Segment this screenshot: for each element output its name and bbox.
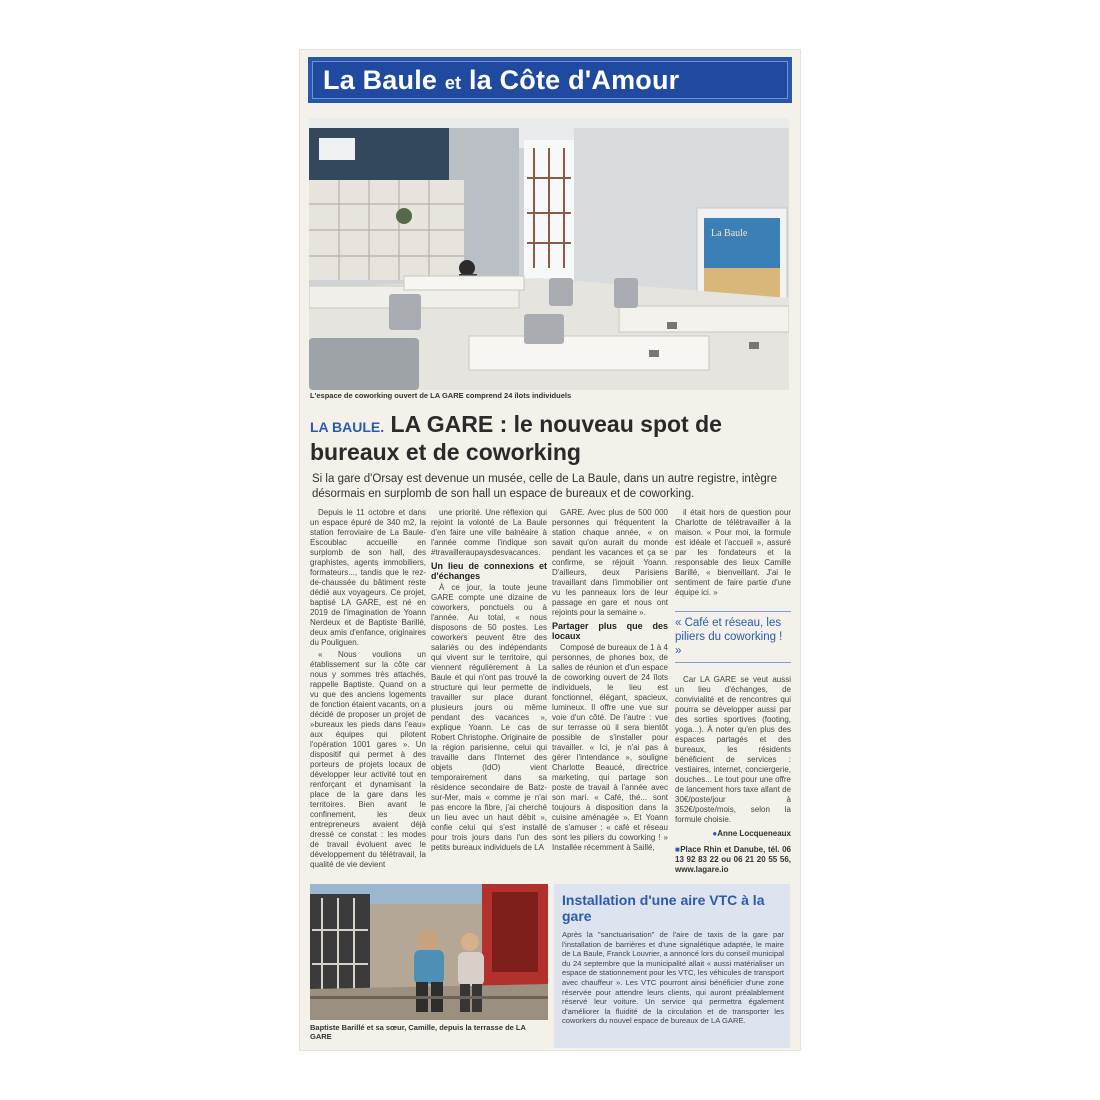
- article-paragraph: GARE. Avec plus de 500 000 personnes qui fréquentent la station chaque année, « on savait qu'on aurait du monde pendant les vacances et ça se confirme, se réjouit Yoann. D'ailleurs, deux Parisiens travaillant dans l'immobilier ont vu les panneaux lors de leur passage en gare et nous ont rejoints pour la semaine ».: [552, 508, 668, 617]
- article-paragraph: il était hors de question pour Charlotte de télétravailler à la maison. « Pour moi, la formule est idéale et l'accueil », assuré par les fondateurs et la responsable des lieux Camille Barillé, « bienveillant. J'ai le sentiment de faire partie d'une équipe ici. »: [675, 508, 791, 597]
- headline-title: LA GARE : le nouveau spot de bureaux et de coworking: [310, 411, 722, 465]
- article-column-3: [552, 508, 668, 878]
- section-banner: [308, 57, 792, 103]
- byline: ●Anne Locqueneaux: [712, 829, 791, 838]
- article-paragraph: Composé de bureaux de 1 à 4 personnes, de phones box, de salles de réunion et d'un espace de coworking ouvert de 24 îlots individuels, le lieu est fonctionnel, élégant, spacieux, lumineux. Il offre une vue sur voie d'un côté. De l'autre : vue sur terrasse où il sera bientôt possible de s'installer pour travailler. « Ici, je n'ai pas à gérer l'intendance », souligne Charlotte Beaucé, directrice marketing, qui partage son poste de travail à l'année avec son mari. « Café, thé... sont toujours à disposition dans la cuisine aménagée ». Et Yoann de s'amuser : « café et réseau sont les piliers du coworking ! » Installée récemment à Saillé,: [552, 643, 668, 852]
- sidebar-box: [554, 884, 790, 1048]
- article-column-2: [431, 508, 547, 878]
- photo-caption: L'espace de coworking ouvert de LA GARE comprend 24 îlots individuels: [310, 391, 572, 400]
- article-column-4-continued: [675, 675, 791, 880]
- box-text: Après la "sanctuarisation" de l'aire de taxis de la gare par l'installation de barrières et d'une signalétique adaptée, le maire de La Baule, Franck Louvrier, a annoncé lors du conseil municipal du 24 septembre que la municipalité allait « aussi matérialiser un espace de stationnement pour les VTC, les véhicules de transport avec chauffeur ». Les VTC pourront ainsi bénéficier d'une zone réservée pour attendre leurs clients, qui auront préalablement réservé leur voiture. Un service qui permettra également d'améliorer la fluidité de la circulation et de transporter les coworkers du nouvel espace de bureaux de LA GARE.: [562, 930, 784, 1026]
- article-paragraph: « Nous voulions un établissement sur la côte car nous y sommes très attachés, rappelle Baptiste. Quand on a vu que des anciens logements de fonction étaient vacants, on a décidé de proposer un projet de »bureaux les pieds dans l'eau» aux équipes qui pilotent l'opération 1001 gares ». Un dispositif qui permet à des porteurs de projets locaux de développer leur activité tout en renforçant et dynamisant la place de la gare dans les territoires. Bien avant le confinement, les deux entrepreneurs avaient déjà dressé ce constat : les modes de travail évoluent avec le développement du télétravail, la qualité de vie devient: [310, 650, 426, 869]
- lead-paragraph: Si la gare d'Orsay est devenue un musée, celle de La Baule, dans un autre registre, intègre désormais en surplomb de son hall un espace de bureaux et de coworking.: [312, 473, 778, 500]
- article-column-4: [675, 508, 791, 608]
- box-title: Installation d'une aire VTC à la gare: [562, 892, 765, 924]
- poster-text: La Baule: [711, 228, 748, 239]
- subheading: Partager plus que des locaux: [552, 621, 668, 641]
- article-paragraph: une priorité. Une réflexion qui rejoint la volonté de La Baule d'en faire une ville balnéaire à l'année comme l'indique son #travailleraupaysdesvacances.: [431, 508, 547, 557]
- headline: [310, 412, 790, 465]
- article-paragraph: Depuis le 11 octobre et dans un espace épuré de 340 m2, la station ferroviaire de La Baule-Escoublac accueille en surplomb de son hall, des graphistes, agents immobiliers, formateurs..., tandis que le rez-de-chaussée du bâtiment reste dédié aux voyageurs. Ce projet, baptisé LA GARE, est né en 2019 de l'imagination de Yoann Nerdeux et de Baptiste Barillé, deux amis d'enfance, originaires du Pouliguen.: [310, 508, 426, 647]
- contact-info: ■Place Rhin et Danube, tél. 06 13 92 83 22 ou 06 21 20 55 56, www.lagare.io: [675, 845, 791, 874]
- coworking-photo: [309, 118, 789, 390]
- newspaper-page: [300, 50, 800, 1050]
- pull-quote: « Café et réseau, les piliers du coworking ! »: [675, 611, 791, 663]
- subheading: Un lieu de connexions et d'échanges: [431, 561, 547, 581]
- founders-photo: [310, 884, 548, 1020]
- article-paragraph: Car LA GARE se veut aussi un lieu d'échanges, de convivialité et de rencontres qui pourra se développer aussi par des sorties sportives (footing, yoga...). À noter qu'en plus des espaces partagés et des bureaux, les résidents bénéficient de services : vestiaires, internet, conciergerie, douches... Le tout pour une offre de lancement hors taxe allant de 30€/poste/jour à 352€/poste/mois, selon la formule choisie.: [675, 675, 791, 824]
- article-paragraph: À ce jour, la toute jeune GARE compte une dizaine de coworkers, ponctuels ou à l'année. Au total, « nous disposons de 50 postes. Les coworkers peuvent être des salariés ou des indépendants qui vivent sur le territoire, qui viennent régulièrement à La Baule et qui n'ont pas trouvé la structure qui leur permette de travailler sur place durant plusieurs jours ou même pendant des vacances », explique Yoann. Le cas de Robert Christophe. Originaire de la région parisienne, celui qui travaille dans l'Internet des objets (IdO) vient temporairement dans sa résidence secondaire de Batz-sur-Mer, mais « comme je n'ai pas encore la fibre, j'ai cherché un lieu avec un haut débit », confie celui qui s'est installé pour trois jours dans l'un des petits bureaux individuels de LA: [431, 583, 547, 852]
- headline-kicker: LA BAULE.: [310, 419, 385, 435]
- article-column-1: [310, 508, 426, 873]
- photo-caption: Baptiste Barillé et sa sœur, Camille, depuis la terrasse de LA GARE: [310, 1023, 526, 1041]
- banner-title: La Baule et la Côte d'Amour: [323, 64, 680, 95]
